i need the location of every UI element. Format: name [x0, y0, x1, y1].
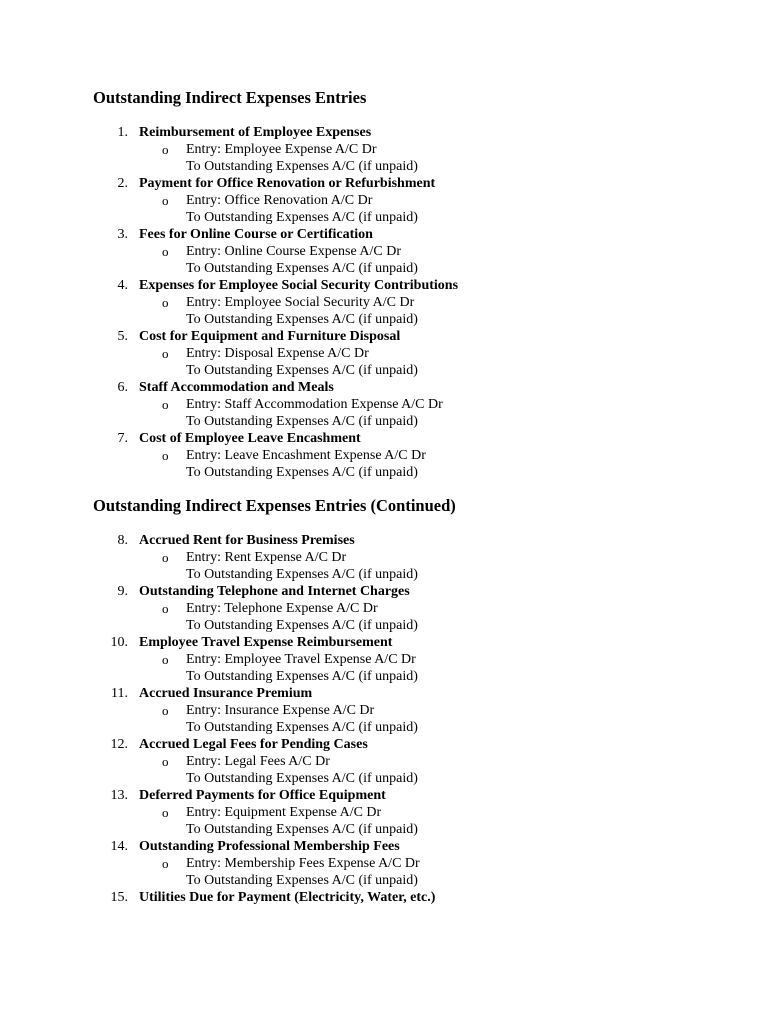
entry-debit: Entry: Insurance Expense A/C Dr: [186, 703, 375, 718]
entry-credit: To Outstanding Expenses A/C (if unpaid): [186, 771, 418, 786]
entry-line: [0, 345, 768, 362]
item-number: 13.: [110, 788, 128, 803]
entry-credit: To Outstanding Expenses A/C (if unpaid): [186, 261, 418, 276]
list-item: [0, 634, 768, 651]
list-item: [0, 379, 768, 396]
list-item: [0, 838, 768, 855]
section-title: Outstanding Indirect Expenses Entries: [93, 88, 367, 107]
item-number: 1.: [117, 125, 128, 140]
bullet-icon: o: [162, 550, 169, 565]
entry-credit: To Outstanding Expenses A/C (if unpaid): [186, 720, 418, 735]
item-title: Fees for Online Course or Certification: [139, 227, 373, 242]
item-title: Reimbursement of Employee Expenses: [139, 125, 372, 140]
bullet-icon: o: [162, 397, 169, 412]
entry-credit: To Outstanding Expenses A/C (if unpaid): [186, 873, 418, 888]
item-title: Cost for Equipment and Furniture Disposal: [139, 329, 401, 344]
item-title: Outstanding Telephone and Internet Charges: [139, 584, 410, 599]
bullet-icon: o: [162, 244, 169, 259]
entry-line: [0, 447, 768, 464]
entry-credit: To Outstanding Expenses A/C (if unpaid): [186, 210, 418, 225]
credit-line: [0, 464, 768, 481]
entry-debit: Entry: Equipment Expense A/C Dr: [186, 805, 382, 820]
list-item: [0, 532, 768, 549]
entry-line: [0, 192, 768, 209]
item-number: 6.: [117, 380, 128, 395]
item-title: Employee Travel Expense Reimbursement: [139, 635, 393, 650]
entry-line: [0, 651, 768, 668]
item-number: 12.: [110, 737, 128, 752]
entries-list-continued: [0, 532, 768, 906]
item-number: 15.: [110, 890, 128, 905]
entry-debit: Entry: Rent Expense A/C Dr: [186, 550, 347, 565]
item-number: 7.: [117, 431, 128, 446]
entry-line: [0, 804, 768, 821]
entry-line: [0, 600, 768, 617]
bullet-icon: o: [162, 856, 169, 871]
item-title: Cost of Employee Leave Encashment: [139, 431, 361, 446]
bullet-icon: o: [162, 142, 169, 157]
item-title: Accrued Legal Fees for Pending Cases: [139, 737, 368, 752]
credit-line: [0, 821, 768, 838]
entry-line: [0, 855, 768, 872]
bullet-icon: o: [162, 754, 169, 769]
entry-line: [0, 549, 768, 566]
credit-line: [0, 617, 768, 634]
item-title: Outstanding Professional Membership Fees: [139, 839, 400, 854]
entry-credit: To Outstanding Expenses A/C (if unpaid): [186, 414, 418, 429]
list-item: [0, 226, 768, 243]
entry-debit: Entry: Employee Travel Expense A/C Dr: [186, 652, 416, 667]
entry-credit: To Outstanding Expenses A/C (if unpaid): [186, 567, 418, 582]
credit-line: [0, 770, 768, 787]
list-item: [0, 889, 768, 906]
entry-credit: To Outstanding Expenses A/C (if unpaid): [186, 822, 418, 837]
entry-line: [0, 243, 768, 260]
entry-credit: To Outstanding Expenses A/C (if unpaid): [186, 465, 418, 480]
item-number: 8.: [117, 533, 128, 548]
item-title: Accrued Insurance Premium: [139, 686, 313, 701]
bullet-icon: o: [162, 805, 169, 820]
credit-line: [0, 668, 768, 685]
entry-debit: Entry: Employee Expense A/C Dr: [186, 142, 377, 157]
item-number: 3.: [117, 227, 128, 242]
bullet-icon: o: [162, 295, 169, 310]
item-title: Staff Accommodation and Meals: [139, 380, 334, 395]
list-item: [0, 124, 768, 141]
item-title: Expenses for Employee Social Security Contributions: [139, 278, 459, 293]
item-number: 5.: [117, 329, 128, 344]
entry-debit: Entry: Staff Accommodation Expense A/C Dr: [186, 397, 443, 412]
item-number: 9.: [117, 584, 128, 599]
entry-debit: Entry: Office Renovation A/C Dr: [186, 193, 373, 208]
credit-line: [0, 362, 768, 379]
item-title: Accrued Rent for Business Premises: [139, 533, 355, 548]
entry-line: [0, 702, 768, 719]
entry-line: [0, 141, 768, 158]
entry-line: [0, 753, 768, 770]
entry-debit: Entry: Disposal Expense A/C Dr: [186, 346, 369, 361]
credit-line: [0, 158, 768, 175]
item-number: 4.: [117, 278, 128, 293]
entry-credit: To Outstanding Expenses A/C (if unpaid): [186, 618, 418, 633]
list-item: [0, 685, 768, 702]
list-item: [0, 328, 768, 345]
bullet-icon: o: [162, 193, 169, 208]
entry-debit: Entry: Membership Fees Expense A/C Dr: [186, 856, 420, 871]
item-title: Payment for Office Renovation or Refurbishment: [139, 176, 436, 191]
bullet-icon: o: [162, 601, 169, 616]
item-number: 10.: [110, 635, 128, 650]
entry-debit: Entry: Leave Encashment Expense A/C Dr: [186, 448, 426, 463]
item-number: 2.: [117, 176, 128, 191]
item-title: Utilities Due for Payment (Electricity, Water, etc.): [139, 890, 436, 905]
list-item: [0, 277, 768, 294]
item-number: 11.: [111, 686, 128, 701]
item-number: 14.: [110, 839, 128, 854]
credit-line: [0, 209, 768, 226]
entry-credit: To Outstanding Expenses A/C (if unpaid): [186, 159, 418, 174]
list-item: [0, 787, 768, 804]
list-item: [0, 583, 768, 600]
entries-list: [0, 124, 768, 481]
entry-credit: To Outstanding Expenses A/C (if unpaid): [186, 363, 418, 378]
entry-debit: Entry: Legal Fees A/C Dr: [186, 754, 330, 769]
credit-line: [0, 260, 768, 277]
list-item: [0, 175, 768, 192]
entry-debit: Entry: Telephone Expense A/C Dr: [186, 601, 378, 616]
item-title: Deferred Payments for Office Equipment: [139, 788, 386, 803]
bullet-icon: o: [162, 703, 169, 718]
credit-line: [0, 413, 768, 430]
entry-credit: To Outstanding Expenses A/C (if unpaid): [186, 312, 418, 327]
credit-line: [0, 719, 768, 736]
bullet-icon: o: [162, 652, 169, 667]
section-title-continued: Outstanding Indirect Expenses Entries (Continued): [93, 496, 456, 515]
bullet-icon: o: [162, 448, 169, 463]
list-item: [0, 430, 768, 447]
credit-line: [0, 566, 768, 583]
entry-line: [0, 294, 768, 311]
entry-debit: Entry: Online Course Expense A/C Dr: [186, 244, 402, 259]
bullet-icon: o: [162, 346, 169, 361]
entry-line: [0, 396, 768, 413]
credit-line: [0, 311, 768, 328]
list-item: [0, 736, 768, 753]
entry-debit: Entry: Employee Social Security A/C Dr: [186, 295, 415, 310]
entry-credit: To Outstanding Expenses A/C (if unpaid): [186, 669, 418, 684]
credit-line: [0, 872, 768, 889]
